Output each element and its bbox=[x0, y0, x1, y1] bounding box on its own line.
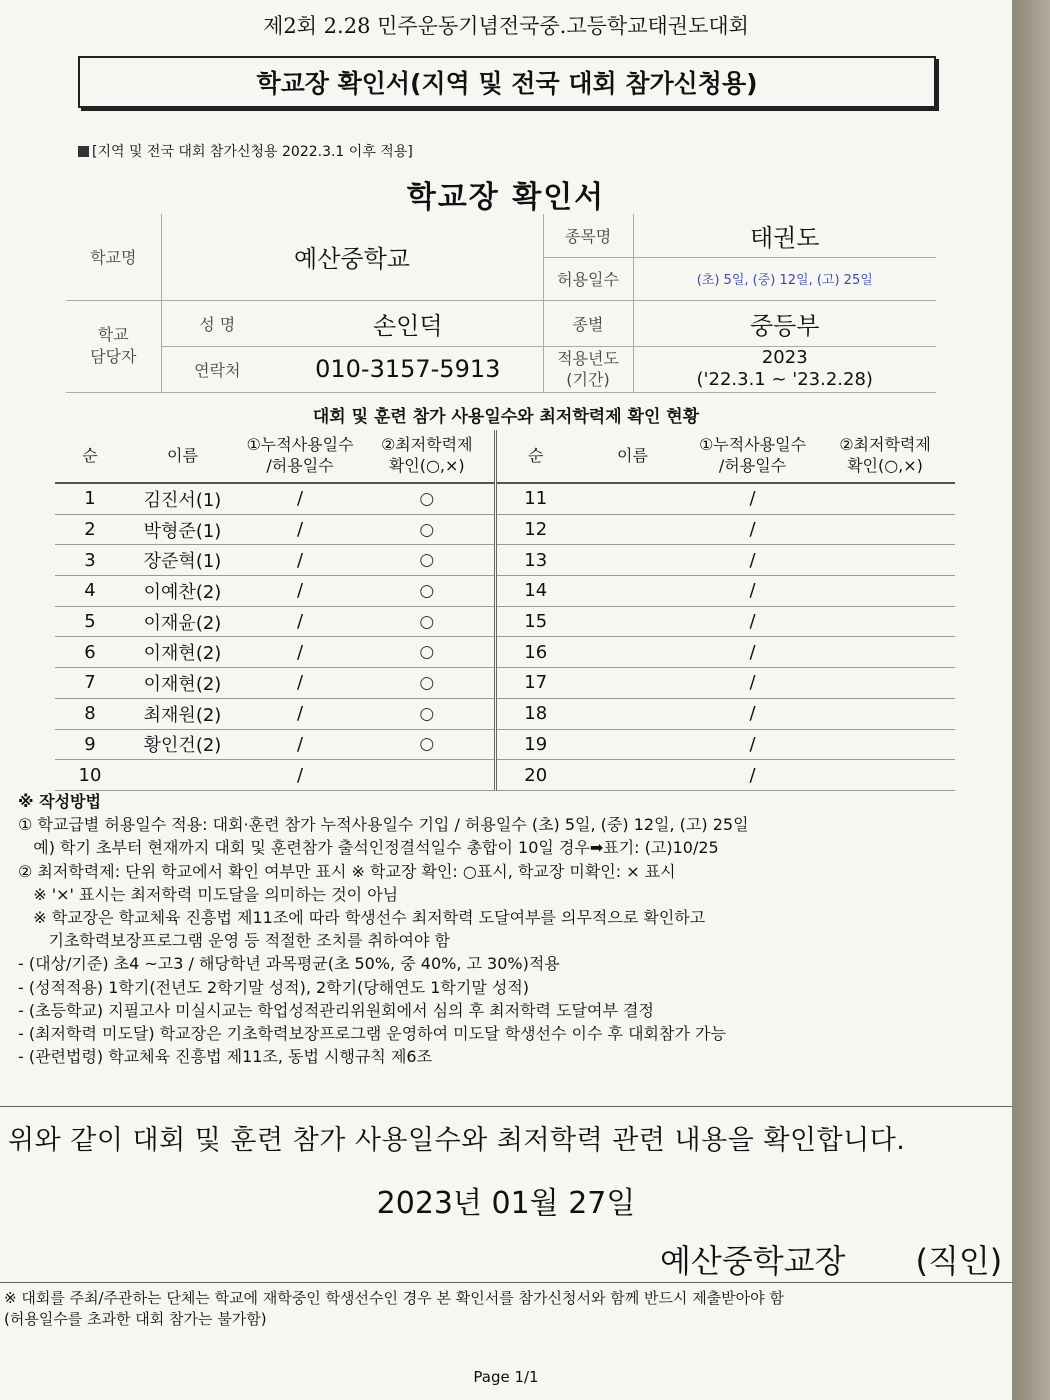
school-value: 예산중학교 bbox=[161, 214, 543, 300]
table-row bbox=[55, 760, 955, 791]
principal-signature bbox=[660, 1236, 1002, 1282]
sport-label: 종목명 bbox=[543, 214, 633, 257]
row-number: 6 bbox=[55, 637, 125, 668]
academic-check bbox=[815, 606, 955, 637]
form-note-text: [지역 및 전국 대회 참가신청용 2022.3.1 이후 적용] bbox=[92, 144, 413, 160]
academic-check bbox=[360, 760, 495, 791]
document-title: 학교장 확인서 bbox=[406, 180, 606, 215]
footnote bbox=[4, 1288, 784, 1330]
instruction-line: - (초등학교) 지필고사 미실시교는 학업성적관리위원회에서 심의 후 최저학력 도달여부 결정 bbox=[18, 1000, 654, 1020]
usage-days: / bbox=[240, 668, 360, 699]
row-number: 1 bbox=[55, 483, 125, 514]
category-value: 중등부 bbox=[633, 300, 936, 346]
table-row bbox=[55, 545, 955, 576]
usage-days: / bbox=[240, 729, 360, 760]
table-row bbox=[55, 698, 955, 729]
student-name bbox=[575, 698, 690, 729]
row-number: 20 bbox=[495, 760, 575, 791]
instructions-heading: ※ 작성방법 bbox=[18, 792, 101, 811]
instruction-line: - (대상/기준) 초4 ~고3 / 해당학년 과목평균(초 50%, 중 40%, 고 30%)적용 bbox=[18, 954, 560, 974]
row-number: 17 bbox=[495, 668, 575, 699]
school-label: 학교명 bbox=[66, 214, 161, 300]
row-number: 12 bbox=[495, 514, 575, 545]
usage-days: / bbox=[690, 545, 815, 576]
header-name-left: 이름 bbox=[125, 430, 240, 483]
academic-check bbox=[815, 576, 955, 607]
usage-days: / bbox=[240, 637, 360, 668]
instruction-line: ※ '×' 표시는 최저학력 미도달을 의미하는 것이 아님 bbox=[18, 884, 399, 904]
usage-days: / bbox=[690, 483, 815, 514]
academic-check: ○ bbox=[360, 698, 495, 729]
usage-days: / bbox=[240, 483, 360, 514]
usage-days: / bbox=[690, 637, 815, 668]
student-name: 이재윤(2) bbox=[125, 606, 240, 637]
student-name: 최재원(2) bbox=[125, 698, 240, 729]
year-label: 적용년도 (기간) bbox=[543, 346, 633, 392]
sport-value: 태권도 bbox=[633, 214, 936, 257]
student-name: 이예찬(2) bbox=[125, 576, 240, 607]
usage-days: / bbox=[690, 760, 815, 791]
row-number: 14 bbox=[495, 576, 575, 607]
header-days-right: ①누적사용일수 /허용일수 bbox=[690, 430, 815, 483]
category-label: 종별 bbox=[543, 300, 633, 346]
instruction-line: ※ 학교장은 학교체육 진흥법 제11조에 따라 학생선수 최저학력 도달여부를 의무적으로 확인하고 bbox=[18, 908, 706, 928]
row-number: 2 bbox=[55, 514, 125, 545]
row-number: 18 bbox=[495, 698, 575, 729]
banner-title: 학교장 확인서(지역 및 전국 대회 참가신청용) bbox=[78, 56, 936, 108]
usage-days: / bbox=[690, 729, 815, 760]
year-period: ('22.3.1 ~ '23.2.28) bbox=[696, 369, 873, 390]
academic-check bbox=[815, 760, 955, 791]
student-name: 박형준(1) bbox=[125, 514, 240, 545]
usage-days: / bbox=[240, 606, 360, 637]
instruction-line: ① 학교급별 허용일수 적용: 대회·훈련 참가 누적사용일수 기입 / 허용일수 (초) 5일, (중) 12일, (고) 25일 bbox=[18, 815, 749, 835]
page-number: Page 1/1 bbox=[473, 1368, 539, 1386]
student-name bbox=[575, 514, 690, 545]
academic-check bbox=[815, 668, 955, 699]
header-num-right: 순 bbox=[495, 430, 575, 483]
academic-check: ○ bbox=[360, 668, 495, 699]
allowed-days-value: (초) 5일, (중) 12일, (고) 25일 bbox=[633, 257, 936, 300]
table-row bbox=[55, 606, 955, 637]
student-name: 장준혁(1) bbox=[125, 545, 240, 576]
row-number: 13 bbox=[495, 545, 575, 576]
academic-check bbox=[815, 637, 955, 668]
event-title: 제2회 2.28 민주운동기념전국중.고등학교태권도대회 bbox=[263, 14, 749, 38]
student-name: 이재현(2) bbox=[125, 637, 240, 668]
header-name-right: 이름 bbox=[575, 430, 690, 483]
manager-name: 손인덕 bbox=[273, 300, 543, 346]
usage-days: / bbox=[690, 698, 815, 729]
usage-days: / bbox=[240, 760, 360, 791]
usage-days: / bbox=[240, 514, 360, 545]
desk-background bbox=[1012, 0, 1050, 1400]
student-name bbox=[575, 576, 690, 607]
student-name bbox=[575, 729, 690, 760]
row-number: 11 bbox=[495, 483, 575, 514]
table-row bbox=[55, 483, 955, 514]
instruction-line: ② 최저학력제: 단위 학교에서 확인 여부만 표시 ※ 학교장 확인: ○표시, 학교장 미확인: × 표시 bbox=[18, 861, 676, 881]
table-row bbox=[55, 729, 955, 760]
student-name bbox=[575, 760, 690, 791]
instruction-line: - (관련법령) 학교체육 진흥법 제11조, 동법 시행규칙 제6조 bbox=[18, 1047, 433, 1067]
row-number: 4 bbox=[55, 576, 125, 607]
confirmation-statement: 위와 같이 대회 및 훈련 참가 사용일수와 최저학력 관련 내용을 확인합니다. bbox=[8, 1125, 906, 1156]
instruction-line: - (최저학력 미도달) 학교장은 기초학력보장프로그램 운영하여 미도달 학생선수 이수 후 대회참가 가능 bbox=[18, 1024, 726, 1044]
student-name bbox=[575, 545, 690, 576]
row-number: 16 bbox=[495, 637, 575, 668]
footnote-line: ※ 대회를 주최/주관하는 단체는 학교에 재학중인 학생선수인 경우 본 확인서를 참가신청서와 함께 반드시 제출받아야 함 bbox=[4, 1289, 784, 1307]
contact-label: 연락처 bbox=[161, 346, 273, 392]
header-academic-left: ②최저학력제 확인(○,×) bbox=[360, 430, 495, 483]
header-academic-right: ②최저학력제 확인(○,×) bbox=[815, 430, 955, 483]
academic-check: ○ bbox=[360, 483, 495, 514]
instruction-line: - (성적적용) 1학기(전년도 2학기말 성적), 2학기(당해연도 1학기말 성적) bbox=[18, 977, 530, 997]
instructions bbox=[18, 790, 1008, 1068]
usage-days: / bbox=[690, 576, 815, 607]
student-name bbox=[575, 483, 690, 514]
row-number: 8 bbox=[55, 698, 125, 729]
footnote-line: (허용일수를 초과한 대회 참가는 불가함) bbox=[4, 1310, 267, 1328]
form-note bbox=[78, 141, 413, 161]
usage-days: / bbox=[690, 514, 815, 545]
student-name: 황인건(2) bbox=[125, 729, 240, 760]
row-number: 7 bbox=[55, 668, 125, 699]
name-label: 성 명 bbox=[161, 300, 273, 346]
usage-days: / bbox=[690, 668, 815, 699]
student-name bbox=[575, 637, 690, 668]
row-number: 10 bbox=[55, 760, 125, 791]
divider bbox=[0, 1282, 1012, 1283]
usage-days: / bbox=[240, 698, 360, 729]
row-number: 3 bbox=[55, 545, 125, 576]
academic-check bbox=[815, 514, 955, 545]
manager-label: 학교 담당자 bbox=[66, 300, 161, 392]
academic-check: ○ bbox=[360, 637, 495, 668]
instruction-line: 예) 학기 초부터 현재까지 대회 및 훈련참가 출석인정결석일수 총합이 10일 경우➡표기: (고)10/25 bbox=[18, 838, 719, 858]
academic-check bbox=[815, 698, 955, 729]
student-name bbox=[575, 668, 690, 699]
header-num-left: 순 bbox=[55, 430, 125, 483]
info-table bbox=[66, 214, 936, 393]
official-seal: (직인) bbox=[915, 1242, 1003, 1280]
usage-days: / bbox=[690, 606, 815, 637]
usage-days: / bbox=[240, 576, 360, 607]
academic-check bbox=[815, 483, 955, 514]
divider bbox=[0, 1106, 1012, 1107]
issue-date: 2023년 01월 27일 bbox=[376, 1186, 636, 1221]
usage-days: / bbox=[240, 545, 360, 576]
row-number: 5 bbox=[55, 606, 125, 637]
academic-check: ○ bbox=[360, 514, 495, 545]
academic-check: ○ bbox=[360, 545, 495, 576]
square-bullet-icon bbox=[78, 146, 89, 157]
table-title: 대회 및 훈련 참가 사용일수와 최저학력제 확인 현황 bbox=[312, 407, 700, 427]
student-name bbox=[575, 606, 690, 637]
header-days-left: ①누적사용일수 /허용일수 bbox=[240, 430, 360, 483]
academic-check: ○ bbox=[360, 606, 495, 637]
row-number: 19 bbox=[495, 729, 575, 760]
academic-check bbox=[815, 545, 955, 576]
student-name bbox=[125, 760, 240, 791]
table-row bbox=[55, 668, 955, 699]
year-value: 2023 bbox=[761, 347, 808, 368]
principal-title: 예산중학교장 bbox=[660, 1242, 846, 1280]
instruction-line: 기초학력보장프로그램 운영 등 적절한 조치를 취하여야 함 bbox=[18, 931, 450, 951]
contact-value: 010-3157-5913 bbox=[273, 346, 543, 392]
year-cell bbox=[633, 346, 936, 392]
usage-table bbox=[55, 430, 955, 791]
academic-check bbox=[815, 729, 955, 760]
academic-check: ○ bbox=[360, 729, 495, 760]
student-name: 김진서(1) bbox=[125, 483, 240, 514]
table-row bbox=[55, 514, 955, 545]
table-row bbox=[55, 576, 955, 607]
student-name: 이재현(2) bbox=[125, 668, 240, 699]
academic-check: ○ bbox=[360, 576, 495, 607]
table-row bbox=[55, 637, 955, 668]
allowed-days-label: 허용일수 bbox=[543, 257, 633, 300]
row-number: 15 bbox=[495, 606, 575, 637]
row-number: 9 bbox=[55, 729, 125, 760]
